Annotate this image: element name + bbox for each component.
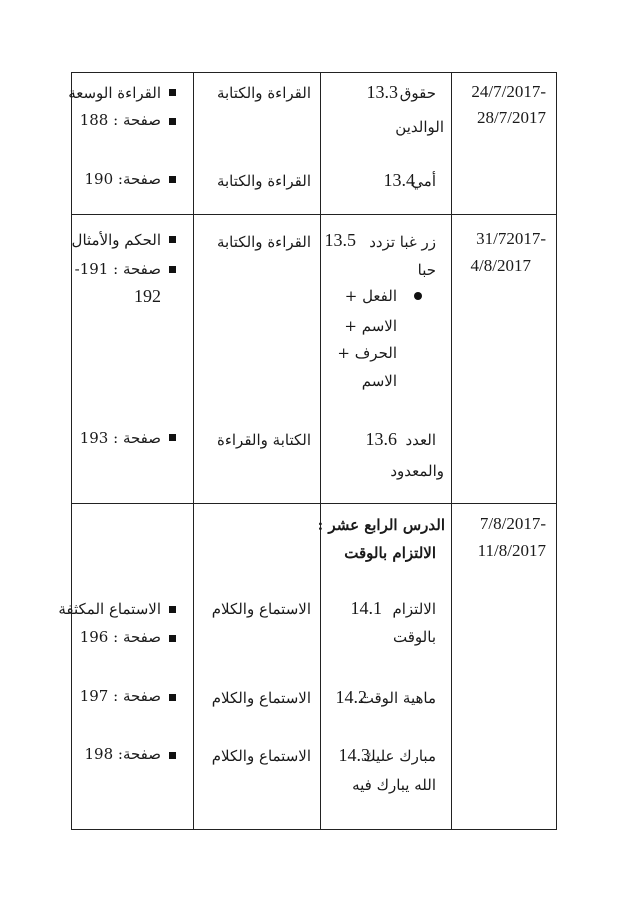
skill-label: الاستماع والكلام (211, 689, 311, 707)
bullet-square-icon (169, 752, 176, 759)
activity-label: الحكم والأمثال (71, 231, 161, 249)
activity-label: القراءة الوسعة (68, 84, 161, 102)
bullet-square-icon (169, 266, 176, 273)
lesson-title-cont: الله يبارك فيه (352, 776, 436, 794)
lesson-number: 14.1 (350, 598, 382, 618)
page-reference: صفحة : 188 (79, 111, 161, 129)
lesson-title: مبارك عليك (363, 747, 436, 765)
skill-label: الكتابة والقراءة (216, 431, 311, 449)
bullet-square-icon (169, 118, 176, 125)
lesson-number: 13.6 (365, 429, 397, 449)
lesson-title: حقوق (399, 84, 436, 102)
skill-label: الاستماع والكلام (211, 600, 311, 618)
lesson-number: 13.5 (324, 230, 356, 250)
column-divider (193, 72, 194, 830)
page-reference: صفحة: 198 (84, 745, 161, 763)
page-reference: صفحة : 196 (79, 628, 161, 646)
date-end: 28/7/2017 (477, 108, 546, 127)
grammar-item: الاسم + (344, 317, 397, 335)
table-left-border (71, 72, 72, 830)
lesson-number: 14.2 (335, 687, 367, 707)
skill-label: القراءة والكتابة (216, 172, 311, 190)
date-start: 7/8/2017- (479, 514, 546, 533)
unit-heading: الدرس الرابع عشر : (317, 516, 445, 534)
row-divider (71, 503, 557, 504)
bullet-square-icon (169, 606, 176, 613)
activity-label: الاستماع المكثفة (58, 600, 161, 618)
lesson-number: 13.4 (383, 170, 415, 190)
skill-label: القراءة والكتابة (216, 233, 311, 251)
bullet-dot-icon (414, 292, 422, 300)
lesson-title: زر غبا تزدد (369, 233, 436, 251)
lesson-title: العدد (405, 431, 436, 449)
bullet-square-icon (169, 176, 176, 183)
lesson-title: الالتزام (392, 600, 436, 618)
grammar-item: الحرف + (337, 344, 397, 362)
date-end: 11/8/2017 (477, 541, 546, 560)
page-reference: صفحة : 191- (74, 260, 161, 278)
bullet-square-icon (169, 694, 176, 701)
lesson-number: 14.3 (338, 745, 370, 765)
bullet-square-icon (169, 434, 176, 441)
grammar-item: الاسم (361, 372, 397, 390)
bullet-square-icon (169, 236, 176, 243)
date-start: 31/72017- (476, 229, 546, 248)
unit-heading-title: الالتزام بالوقت (344, 544, 436, 562)
table-right-border (556, 72, 557, 830)
column-divider (320, 72, 321, 830)
page-reference: صفحة: 190 (84, 170, 161, 188)
lesson-number: 13.3 (366, 82, 398, 102)
column-divider (451, 72, 452, 830)
bullet-square-icon (169, 89, 176, 96)
lesson-title: ماهية الوقت (359, 689, 436, 707)
table-top-border (71, 72, 557, 73)
lesson-title-cont: الوالدين (395, 118, 444, 136)
skill-label: القراءة والكتابة (216, 84, 311, 102)
page-reference: صفحة : 193 (79, 429, 161, 447)
table-bottom-border (71, 829, 557, 830)
page-reference-cont: 192 (134, 286, 161, 306)
lesson-title-cont: حبا (417, 261, 436, 279)
bullet-square-icon (169, 635, 176, 642)
lesson-title-cont: بالوقت (393, 628, 436, 646)
skill-label: الاستماع والكلام (211, 747, 311, 765)
lesson-title-cont: والمعدود (390, 462, 444, 480)
grammar-item: الفعل + (344, 287, 397, 305)
row-divider (71, 214, 557, 215)
page-reference: صفحة : 197 (79, 687, 161, 705)
date-start: 24/7/2017- (471, 82, 546, 101)
lesson-title: أمي (411, 172, 436, 190)
date-end: 4/8/2017 (470, 256, 531, 275)
